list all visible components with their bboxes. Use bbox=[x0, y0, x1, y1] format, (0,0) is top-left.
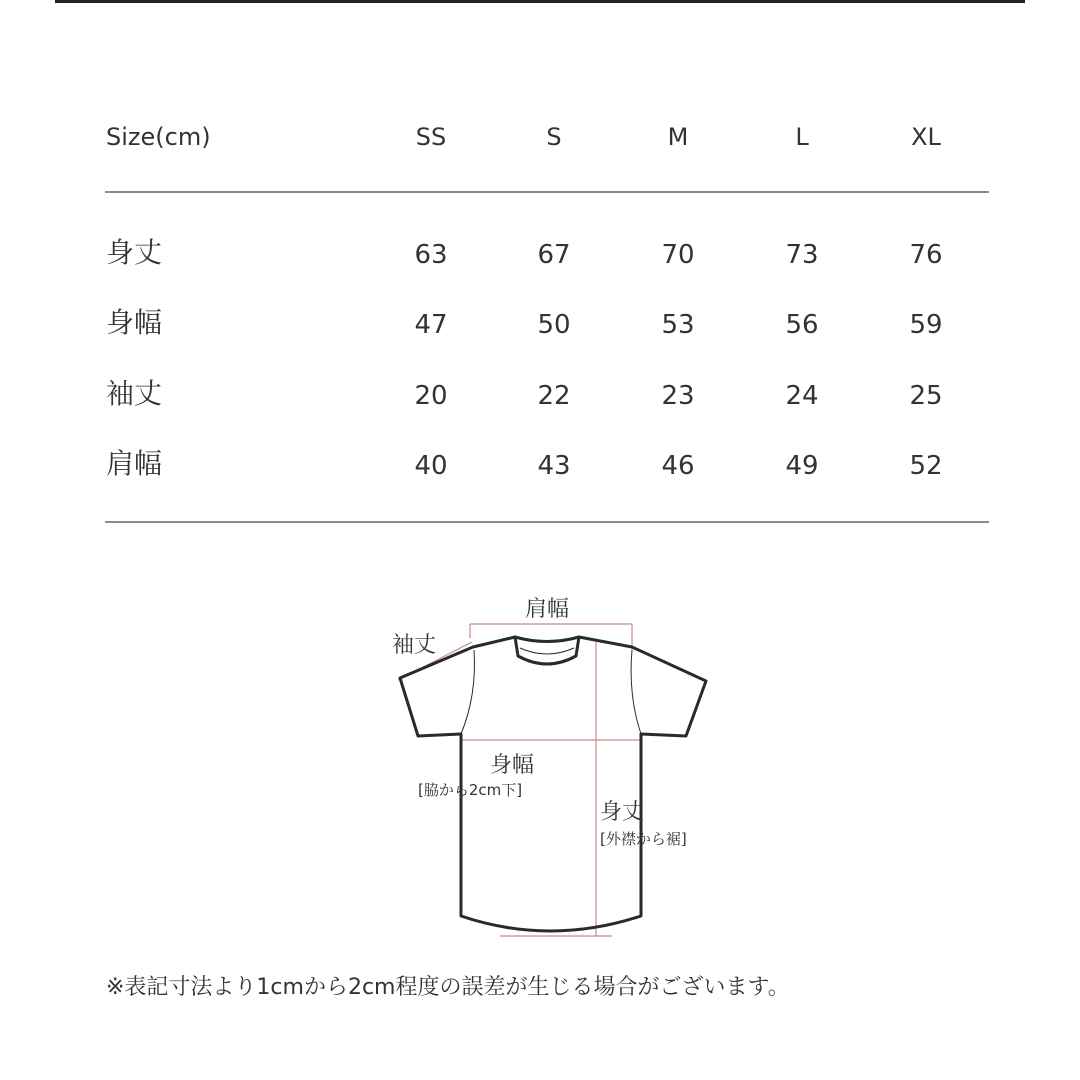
table-cell: 23 bbox=[661, 381, 695, 411]
table-cell: 43 bbox=[537, 451, 571, 481]
diagram-sleeve-label: 袖丈 bbox=[392, 633, 437, 658]
table-cell: 50 bbox=[537, 310, 571, 340]
table-cell: 76 bbox=[909, 240, 943, 270]
size-ss-header: SS bbox=[415, 123, 447, 151]
table-cell: 67 bbox=[537, 240, 571, 270]
diagram-length-label: 身丈 bbox=[600, 800, 645, 825]
table-cell: 20 bbox=[414, 381, 448, 411]
diagram-shoulder-label: 肩幅 bbox=[525, 597, 570, 622]
size-xl-header: XL bbox=[911, 123, 941, 151]
row-label-body-length: 身丈 bbox=[106, 236, 163, 269]
table-cell: 22 bbox=[537, 381, 571, 411]
size-header-label: Size(cm) bbox=[106, 123, 211, 151]
table-cell: 52 bbox=[909, 451, 943, 481]
table-cell: 53 bbox=[661, 310, 695, 340]
top-border bbox=[55, 0, 1025, 3]
size-m-header: M bbox=[667, 123, 689, 151]
table-cell: 73 bbox=[785, 240, 819, 270]
row-label-sleeve-length: 袖丈 bbox=[106, 377, 163, 410]
size-l-header: L bbox=[795, 123, 809, 151]
table-cell: 70 bbox=[661, 240, 695, 270]
table-cell: 47 bbox=[414, 310, 448, 340]
table-cell: 56 bbox=[785, 310, 819, 340]
size-s-header: S bbox=[546, 123, 562, 151]
diagram-width-label: 身幅 bbox=[490, 753, 535, 778]
table-cell: 63 bbox=[414, 240, 448, 270]
diagram-length-note: [外襟から裾] bbox=[600, 830, 687, 848]
diagram-width-note: [脇から2cm下] bbox=[418, 781, 523, 799]
table-cell: 24 bbox=[785, 381, 819, 411]
table-cell: 46 bbox=[661, 451, 695, 481]
row-label-shoulder-width: 肩幅 bbox=[106, 447, 163, 480]
table-cell: 40 bbox=[414, 451, 448, 481]
measurement-tolerance-note: ※表記寸法より1cmから2cm程度の誤差が生じる場合がございます。 bbox=[106, 975, 790, 1000]
header-divider bbox=[105, 191, 989, 193]
table-cell: 59 bbox=[909, 310, 943, 340]
row-label-body-width: 身幅 bbox=[106, 306, 163, 339]
table-cell: 25 bbox=[909, 381, 943, 411]
tshirt-measurement-diagram bbox=[380, 580, 740, 960]
table-bottom-divider bbox=[105, 521, 989, 523]
table-cell: 49 bbox=[785, 451, 819, 481]
